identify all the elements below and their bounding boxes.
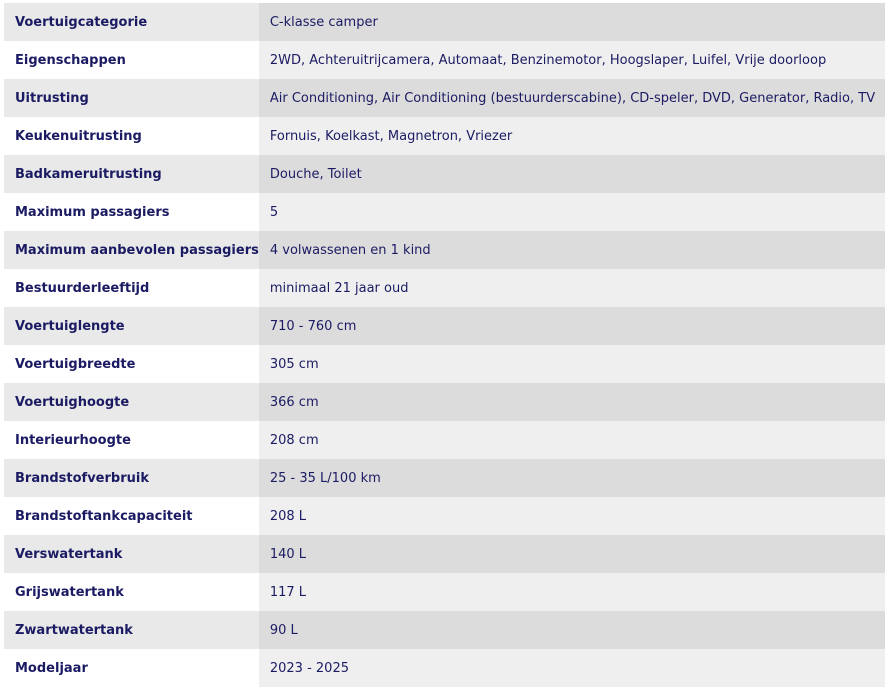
spec-row-verswatertank	[4, 535, 885, 573]
spec-label: Bestuurderleeftijd	[4, 269, 259, 307]
vehicle-specs-table	[4, 3, 885, 687]
spec-label: Verswatertank	[4, 535, 259, 573]
spec-label: Brandstoftankcapaciteit	[4, 497, 259, 535]
spec-value: Air Conditioning, Air Conditioning (bestuurderscabine), CD-speler, DVD, Generator, Radio, TV	[259, 79, 885, 117]
vehicle-specs-body	[4, 3, 885, 687]
spec-value: 90 L	[259, 611, 885, 649]
spec-value: 5	[259, 193, 885, 231]
spec-row-modeljaar	[4, 649, 885, 687]
spec-label: Voertuiglengte	[4, 307, 259, 345]
spec-value: 366 cm	[259, 383, 885, 421]
spec-label: Voertuigcategorie	[4, 3, 259, 41]
spec-value: 117 L	[259, 573, 885, 611]
spec-row-voertuigcategorie	[4, 3, 885, 41]
spec-row-grijswatertank	[4, 573, 885, 611]
spec-row-brandstoftankcapaciteit	[4, 497, 885, 535]
spec-value: minimaal 21 jaar oud	[259, 269, 885, 307]
spec-label: Modeljaar	[4, 649, 259, 687]
spec-row-eigenschappen	[4, 41, 885, 79]
spec-value: 4 volwassenen en 1 kind	[259, 231, 885, 269]
spec-value: Fornuis, Koelkast, Magnetron, Vriezer	[259, 117, 885, 155]
spec-row-voertuiglengte	[4, 307, 885, 345]
spec-label: Maximum aanbevolen passagiers	[4, 231, 259, 269]
spec-row-voertuigbreedte	[4, 345, 885, 383]
spec-label: Voertuigbreedte	[4, 345, 259, 383]
spec-value: 2023 - 2025	[259, 649, 885, 687]
spec-value: 208 L	[259, 497, 885, 535]
spec-label: Brandstofverbruik	[4, 459, 259, 497]
spec-label: Maximum passagiers	[4, 193, 259, 231]
spec-row-interieurhoogte	[4, 421, 885, 459]
spec-label: Uitrusting	[4, 79, 259, 117]
spec-label: Grijswatertank	[4, 573, 259, 611]
spec-row-maximum-aanbevolen-passagiers	[4, 231, 885, 269]
spec-value: 140 L	[259, 535, 885, 573]
spec-value: 710 - 760 cm	[259, 307, 885, 345]
spec-row-badkameruitrusting	[4, 155, 885, 193]
spec-row-zwartwatertank	[4, 611, 885, 649]
spec-value: 208 cm	[259, 421, 885, 459]
spec-label: Eigenschappen	[4, 41, 259, 79]
spec-value: 2WD, Achteruitrijcamera, Automaat, Benzinemotor, Hoogslaper, Luifel, Vrije doorloop	[259, 41, 885, 79]
spec-value: 25 - 35 L/100 km	[259, 459, 885, 497]
spec-row-voertuighoogte	[4, 383, 885, 421]
spec-label: Zwartwatertank	[4, 611, 259, 649]
spec-label: Badkameruitrusting	[4, 155, 259, 193]
spec-row-uitrusting	[4, 79, 885, 117]
spec-value: C-klasse camper	[259, 3, 885, 41]
spec-row-maximum-passagiers	[4, 193, 885, 231]
spec-row-keukenuitrusting	[4, 117, 885, 155]
spec-label: Keukenuitrusting	[4, 117, 259, 155]
spec-row-bestuurderleeftijd	[4, 269, 885, 307]
spec-value: Douche, Toilet	[259, 155, 885, 193]
spec-label: Voertuighoogte	[4, 383, 259, 421]
spec-label: Interieurhoogte	[4, 421, 259, 459]
spec-row-brandstofverbruik	[4, 459, 885, 497]
spec-value: 305 cm	[259, 345, 885, 383]
